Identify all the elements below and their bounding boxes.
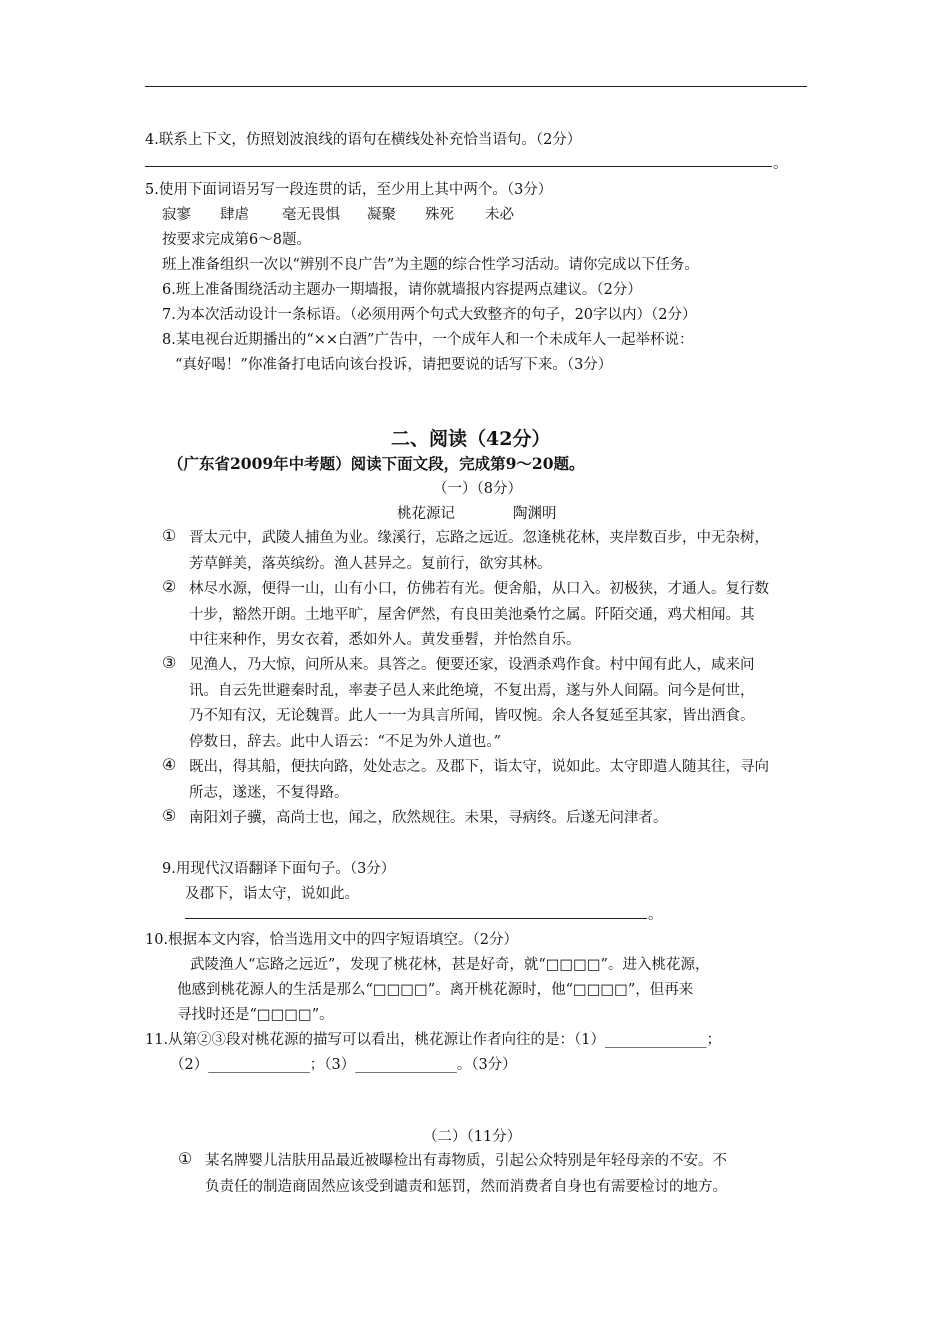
q5-word-list	[162, 203, 514, 224]
question-8-continued: “真好喝！”你准备打电话向该台投诉，请把要说的话写下来。（3分）	[175, 357, 613, 373]
q4-period: 。	[773, 156, 788, 172]
paragraph-4	[189, 755, 809, 806]
paragraph-line: 所志，遂迷，不复得路。	[189, 784, 349, 801]
part-2-heading: （二）（11分）	[423, 1129, 522, 1145]
q10-line-2: 他感到桃花源人的生活是那么“□□□□”。离开桃花源时，他“□□□□”，但再来	[177, 982, 694, 998]
question-11: 11.从第②③段对桃花源的描写可以看出，桃花源让作者向往的是：（1）______________；	[145, 1032, 722, 1048]
question-5: 5.使用下面词语另写一段连贯的话，至少用上其中两个。（3分）	[145, 182, 553, 198]
q5-word: 殊死	[425, 207, 454, 223]
question-10: 10.根据本文内容，恰当选用文中的四字短语填空。（2分）	[145, 932, 519, 948]
paragraph-number: ①	[162, 526, 177, 545]
q5-word: 毫无畏惧	[282, 207, 340, 223]
paragraph-line: 乃不知有汉，无论魏晋。此人一一为具言所闻，皆叹惋。余人各复延至其家，皆出酒食。	[189, 708, 755, 724]
paragraph-line: 林尽水源，便得一山，山有小口，仿佛若有光。便舍船，从口入。初极狭，才通人。复行数	[189, 581, 769, 597]
paragraph-5	[189, 806, 809, 832]
q10-line-3: 寻找时还是“□□□□”。	[177, 1007, 334, 1023]
paragraph-3	[189, 653, 809, 755]
paragraph-line: 中往来种作，男女衣着，悉如外人。黄发垂髫，并怡然自乐。	[189, 632, 581, 648]
paragraph-1	[189, 526, 809, 577]
q9-period: 。	[648, 907, 663, 923]
question-4: 4.联系上下文，仿照划波浪线的语句在横线处补充恰当语句。（2分）	[145, 132, 582, 148]
paragraph-line: 讯。自云先世避秦时乱，率妻子邑人来此绝境，不复出焉，遂与外人间隔。问今是何世，	[189, 682, 755, 699]
q5-word: 肆虐	[220, 207, 249, 223]
paragraph-line: 十步，豁然开朗。土地平旷，屋舍俨然，有良田美池桑竹之属。阡陌交通，鸡犬相闻。其	[189, 606, 755, 623]
task-intro: 按要求完成第6～8题。	[162, 232, 311, 248]
question-11-continued: （2）______________；（3）______________。（3分）	[170, 1057, 517, 1073]
paragraph-line: 芳草鲜美，落英缤纷。渔人甚异之。复前行，欲穷其林。	[189, 555, 552, 572]
answer-line-q4[interactable]	[145, 166, 772, 167]
paragraph-line: 某名牌婴儿洁肤用品最近被曝检出有毒物质，引起公众特别是年轻母亲的不安。不	[205, 1153, 727, 1169]
paragraph-line: 南阳刘子骥，高尚士也，闻之，欣然规往。未果，寻病终。后遂无问津者。	[189, 810, 668, 826]
section-subtitle: （广东省2009年中考题）阅读下面文段，完成第9～20题。	[168, 454, 585, 473]
question-7: 7.为本次活动设计一条标语。（必须用两个句式大致整齐的句子，20字以内）（2分）	[162, 307, 697, 323]
section-title: 二、阅读（42分）	[391, 428, 551, 450]
paragraph-2	[189, 577, 809, 654]
paragraph-number: ⑤	[162, 806, 177, 825]
top-rule	[145, 86, 807, 87]
essay-title: 桃花源记	[397, 506, 455, 522]
question-8: 8.某电视台近期播出的“××白酒”广告中，一个成年人和一个未成年人一起举杯说：	[162, 332, 694, 348]
task-background: 班上准备组织一次以“辨别不良广告”为主题的综合性学习活动。请你完成以下任务。	[162, 257, 699, 273]
paragraph-line: 既出，得其船，便扶向路，处处志之。及郡下，诣太守，说如此。太守即遣人随其往，寻向	[189, 759, 769, 775]
paragraph-number: ③	[162, 653, 177, 672]
essay-author: 陶渊明	[513, 506, 557, 522]
part-1-heading: （一）（8分）	[433, 481, 522, 497]
question-6: 6.班上准备围绕活动主题办一期墙报，请你就墙报内容提两点建议。（2分）	[162, 282, 642, 298]
question-9: 9.用现代汉语翻译下面句子。（3分）	[162, 861, 396, 877]
answer-line-q9[interactable]	[185, 918, 647, 919]
paragraph-line: 负责任的制造商固然应该受到谴责和惩罚，然而消费者自身也有需要检讨的地方。	[205, 1178, 727, 1195]
q5-word: 寂寥	[162, 207, 191, 223]
q5-word: 未必	[485, 207, 514, 223]
part-2-paragraph-1	[205, 1149, 825, 1200]
paragraph-number: ①	[178, 1149, 193, 1168]
q9-sentence: 及郡下，诣太守，说如此。	[185, 886, 359, 902]
paragraph-line: 见渔人，乃大惊，问所从来。具答之。便要还家，设酒杀鸡作食。村中闻有此人，咸来问	[189, 657, 755, 673]
paragraph-line: 停数日，辞去。此中人语云：“不足为外人道也。”	[189, 733, 502, 750]
paragraph-number: ②	[162, 577, 177, 596]
q5-word: 凝聚	[367, 207, 396, 223]
q10-line-1: 武陵渔人“忘路之远近”，发现了桃花林，甚是好奇，就“□□□□”。进入桃花源，	[190, 957, 710, 973]
paragraph-line: 晋太元中，武陵人捕鱼为业。缘溪行，忘路之远近。忽逢桃花林，夹岸数百步，中无杂树，	[189, 530, 769, 546]
paragraph-number: ④	[162, 755, 177, 774]
